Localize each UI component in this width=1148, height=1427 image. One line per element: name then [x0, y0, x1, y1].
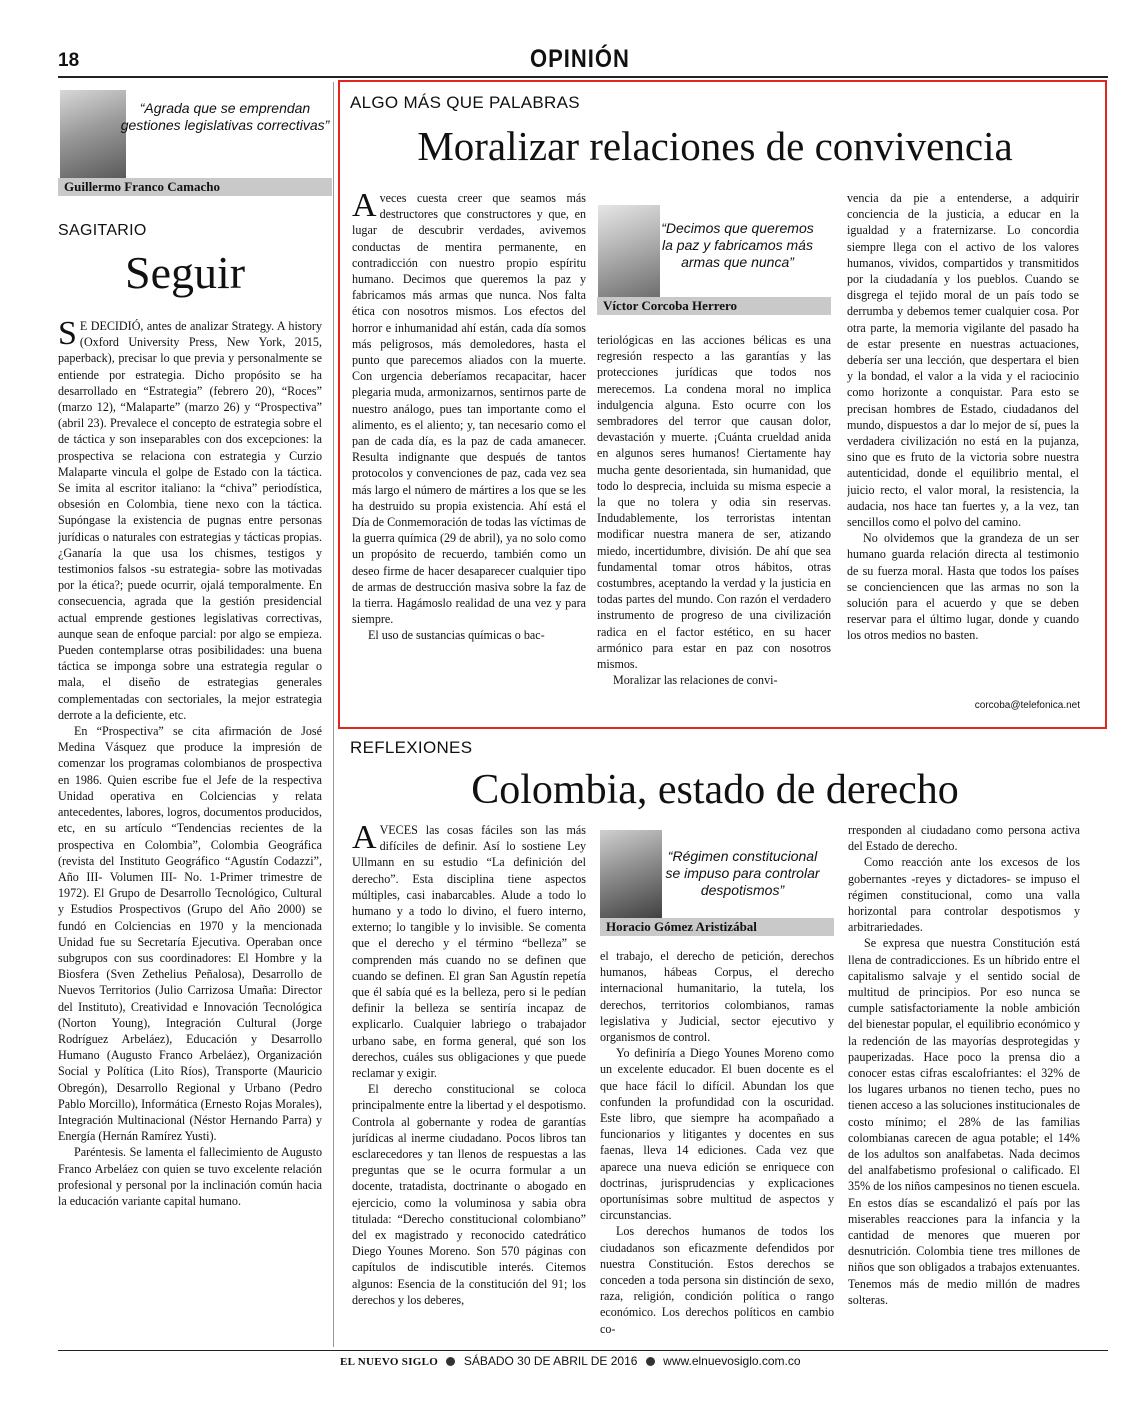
- paragraph: En “Prospectiva” se cita afirmación de José Medina Vásquez que produce la impresión de comenzar los programas colombianos de prospectiva en 1986. Quien escribe fue el Jefe de la respectiva Unidad operativa en Colciencias y relata antecedentes, labores, logros, documentos producidos, etc, en su artículo “Tendencias recientes de la prospectiva en Colombia”, Colombia Geográfica (revista del Instituto Geográfico “Agustín Codazzi”, Año III- Volumen III- No. 1-Primer trimestre de 1972). El Grupo de Desarrollo Tecnológico, Cultural y Estudios Prospectivos (Grupo del Año 2000) se fundó en Colciencias en 1970 y la mencionada Unidad fue su Secretaría Ejecutiva. Operaban once subgrupos con sus coordinadores: El Hombre y la Biosfera (Sven Zethelius Peñalosa), Desarrollo de Nuevos Territorios (Julio Carrizosa Umaña: Director del Instituto), Creatividad e Innovación Tecnológica (Norton Young), Integración Cultural (Jorge Rodríguez Arbeláez), Educación y Desarrollo Humano (Augusto Franco Arbeláez), Organización Social y Política (Lito Ríos), Transporte (Mauricio Obregón), Desarrollo Regional y Urbano (Pedro Pablo Morcillo), Informática (Ernesto Rojas Morales), Integración Multinacional (Néstor Hernando Parra) y Energía (Hernán Ramírez Yusti).: [58, 724, 322, 1144]
- headline-top: Moralizar relaciones de convivencia: [417, 123, 1013, 169]
- pull-quote-bottom: “Régimen constitucional se impuso para controlar despotismos”: [665, 848, 820, 898]
- author-photo-corcoba: [598, 205, 660, 297]
- paragraph: E DECIDIÓ, antes de analizar Strategy. A history (Oxford University Press, New York, 2015, paperback), precisar lo que previa y personalmente se entiende por estrategia. Dicho propósito se ha desarrollado en “Estrategia” (febrero 20), “Roces” (marzo 12), “Malaparte” (marzo 26) y “Prospectiva” (abril 23). Prevalece el concepto de estrategia sobre el de táctica y son inseparables con dos excepciones: la prospectiva se relaciona con estrategia y Curzio Malaparte vincula el golpe de Estado con la táctica. Se imita al escritor italiano: la “chiva” periodística, obsesión en Colombia, tiene nexo con la táctica. Supóngase la existencia de pugnas entre personas jurídicas o naturales con estrategias y tácticas propias. ¿Ganaría la que usa los chismes, testigos y testimonios falsos -su estrategia- sobre las motivadas por la ética?; puede ocurrir, ojalá temporalmente. En consecuencia, agrada que la gestión presidencial actual emprende gestiones legislativas correctivas, aunque sean de enfoque parcial: por algo se empieza. Pueden contemplarse otras posibilidades: una buena táctica se imponga sobre una estrategia regular o mala, el diseño de estrategias generales complementadas con sectoriales, la mejor estrategia derrote a la deficiente, etc.: [58, 319, 322, 722]
- footer-url: www.elnuevosiglo.com.co: [663, 1354, 801, 1368]
- author-name-bottom: Horacio Gómez Aristizábal: [600, 918, 834, 936]
- paragraph: Como reacción ante los excesos de los gobernantes -reyes y dictadores- se impuso el régimen constitucional, como una valla horizontal para controlar despotismos y arbitrariedades.: [848, 855, 1080, 935]
- paragraph: Moralizar las relaciones de convi-: [613, 673, 778, 688]
- footer-rule: [58, 1350, 1108, 1351]
- paragraph: El derecho constitucional se coloca principalmente entre la libertad y el despotismo. Controla al gobernante y rodea de garantías jurídicas al inerme ciudadano. Pocos libros tan esclarecedores y tan llenos de respuestas a las preguntas que se le ocurra formular a un docente, tratadista, doctrinante o abogado en ejercicio, como la voluminosa y sabia obra titulada: “Derecho constitucional colombiano” del ex magistrado y reconocido catedrático Diego Younes Moreno. Son 570 páginas con capítulos de indiscutible interés. Citemos algunos: Esencia de la constitución del 91; los derechos y los deberes,: [352, 1082, 586, 1307]
- headline-bottom: Colombia, estado de derecho: [471, 767, 959, 813]
- bullet-icon: [646, 1357, 655, 1366]
- footer: [340, 1353, 840, 1370]
- paragraph: Yo definiría a Diego Younes Moreno como un excelente educador. El buen docente es el que hace fácil lo difícil. Abundan los que confunden la profundidad con la oscuridad. Este libro, que siempre ha acompañado a funcionarios y litigantes y docentes en sus faenas, lleva 14 ediciones. Cada vez que aparece una nueva edición se enriquece con doctrinas, jurisprudencias y explicaciones oportunísimas sobre multitud de aspectos y circunstancias.: [600, 1046, 834, 1223]
- kicker-left: SAGITARIO: [58, 222, 147, 239]
- paragraph: teriológicas en las acciones bélicas es una regresión respecto a las garantías y las protecciones jurídicas que todos nos merecemos. La condena moral no implica indulgencia alguna. Esto ocurre con los sembradores del terror que causan dolor, devastación y muerte. ¡Cuánta crueldad anida en algunos seres humanos! Ciertamente hay mucha gente desorientada, sin humanidad, que todo lo desprecia, incluida su misma especie a la que no tolera y odia sin reservas. Indudablemente, los terroristas intentan modificar nuestra manera de ser, atizando miedo, incertidumbre, división. De ahí que sea fundamental tomar otros hábitos, otras costumbres, aceptando la verdad y la justicia en todas partes del mundo. Con razón el verdadero instrumento de progreso de una civilización radica en el factor estético, en su hacer armónico para estar en paz con nosotros mismos.: [597, 333, 831, 672]
- section-title: OPINIÓN: [530, 44, 630, 73]
- paragraph: Los derechos humanos de todos los ciudadanos son eficazmente defendidos por nuestra Constitución. Estos derechos se conceden a toda persona sin distinción de sexo, raza, religión, condición política o rango económico. Los derechos políticos en cambio co-: [600, 1224, 834, 1336]
- paragraph: vencia da pie a entenderse, a adquirir conciencia de la justicia, a educar en la igualdad y a fraternizarse. Lo concordia siempre llega con el activo de los valores humanos, vividos, compartidos y transmitidos por la ciudadanía y los pueblos. Cuando se disgrega el tejido moral de un país todo se derrumba y debemos temer cualquier cosa. Por otra parte, la memoria vigilante del pasado ha de estar presente en nuestras actuaciones, debería ser una lección, que despertara el bien y la bondad, el valor a la vida y el raciocinio como horizonte a conquistar. Para esto se precisan hombres de Estado, ciudadanos del mundo, dispuestos a dar lo mejor de sí, pues la verdadera civilización no está en la pujanza, sino que es fruto de la victoria sobre nuestra autenticidad, donde el equilibrio mental, el juicio recto, el valor moral, la resistencia, la audacia, nos hace tan fuertes y, a la vez, tan sencillos como el polvo del camino.: [847, 191, 1079, 530]
- paragraph: Se expresa que nuestra Constitución está llena de contradicciones. Es un híbrido entre el capitalismo salvaje y el sentido social de multitud de principios. Por eso nunca se cumple satisfactoriamente la noble ambición del bienestar popular, el equilibrio económico y la redención de las mayorías desprotegidas y pauperizadas. Hace poco la prensa dio a conocer estas cifras escalofriantes: el 32% de los lugares urbanos no tienen techo, pues no tienen acceso a las soluciones institucionales de costo mínimo; el 28% de las familias colombianas carecen de agua potable; el 14% de los adultos son analfabetas. Nada decimos del analfabetismo profesional o calificado. El 35% de los niños campesinos no tienen escuela. En estos días se escandalizó el país por las miserables reacciones para la infancia y la cantidad de menores que mueren por desnutrición. Colombia tiene tres millones de niños que son obligados a trabajos extenuantes. Tenemos más de medio millón de madres solteras.: [848, 936, 1080, 1307]
- article-top-col2: [597, 332, 831, 715]
- author-name-left: Guillermo Franco Camacho: [58, 178, 332, 196]
- column-divider: [333, 82, 334, 1347]
- bullet-icon: [446, 1357, 455, 1366]
- paragraph: Paréntesis. Se lamenta el fallecimiento de Augusto Franco Arbeláez con quien se tuvo excelente relación profesional y personal por la inclinación común hacia la educación variante capital humano.: [58, 1145, 322, 1208]
- paragraph: el trabajo, el derecho de petición, derechos humanos, hábeas Corpus, el derecho internacional humanitario, la tutela, los derechos, territorios colombianos, ramas legislativa y Judicial, sector ejecutivo y organismos de control.: [600, 949, 834, 1045]
- author-photo-gomez: [600, 830, 662, 920]
- dropcap-left: S: [58, 318, 77, 352]
- author-email: corcoba@telefonica.net: [974, 700, 1080, 711]
- paragraph: No olvidemos que la grandeza de un ser humano guarda relación directa al testimonio de su fuerza moral. Hasta que todos los países se concienciencen que las armas no son la solución para el acuerdo y que se deben reservar para el último lugar, donde y cuando los otros medios no basten.: [847, 531, 1079, 643]
- paragraph: veces cuesta creer que seamos más destructores que constructores y que, en lugar de descubrir verdades, avivemos conductas de mentira permanente, en contradicción con nuestro propio espíritu humano. Decimos que queremos la paz y fabricamos más armas que nunca. Nos falta ética con nosotros mismos. Los efectos del horror e inhumanidad ahí están, cada día somos más peligrosos, más demoledores, hasta el punto que parecemos aliados con la muerte. Con urgencia deberíamos recapacitar, hacer plegaria muda, armonizarnos, sentirnos parte de nuestro análogo, pues tan importante como el alimento, es el aliento; y, tan necesario como el pan de cada día, es la paz de cada amanecer. Resulta indignante que después de tantos protocolos y convenciones de paz, cada vez sea más largo el número de mártires a los que se les ha destruido su propia existencia. Ahí está el Día de Conmemoración de todas las víctimas de la guerra química (29 de abril), ya no solo como un propósito de recuerdo, también como un deseo firme de hacer desaparecer cualquier tipo de armas de destrucción masiva sobre la faz de la tierra. Hagámoslo realidad de una vez y para siempre.: [352, 191, 586, 627]
- kicker-bottom: REFLEXIONES: [350, 738, 473, 757]
- dropcap-bottom: A: [352, 822, 377, 856]
- article-left-body: [58, 318, 322, 1343]
- article-bottom-col1: [352, 822, 586, 1347]
- author-photo-franco: [60, 90, 126, 178]
- article-bottom-col2: [600, 948, 834, 1347]
- footer-logo: EL NUEVO SIGLO: [340, 1356, 439, 1368]
- pull-quote-top: “Decimos que queremos la paz y fabricamos más armas que nunca”: [661, 220, 814, 270]
- article-top-col3: [847, 190, 1079, 700]
- article-top-col1: [352, 190, 586, 714]
- page-number: 18: [58, 50, 80, 71]
- paragraph: El uso de sustancias químicas o bac-: [368, 628, 545, 643]
- kicker-top: ALGO MÁS QUE PALABRAS: [350, 93, 580, 112]
- header-rule: [58, 76, 1108, 78]
- headline-left: Seguir: [125, 247, 246, 298]
- author-name-top: Víctor Corcoba Herrero: [597, 297, 831, 315]
- paragraph: VECES las cosas fáciles son las más difíciles de definir. Así lo sostiene Ley Ullmann en su estudio “La definición del derecho”. Esta disciplina tiene aspectos múltiples, casi inabarcables. Alude a todo lo humano y a todo lo divino, el fuero interno, externo; lo tangible y lo invisible. Se comenta que el derecho y el término “belleza” se comprenden más cuando no se definen que cuando se definen. El gran San Agustín repetía que él sabía qué es la belleza, pero si le pedían definir la belleza se sentiría incapaz de explicarlo. Cualquier labriego o trabajador urbano sabe, en forma general, qué son los derechos, cuáles sus obligaciones y que puede reclamar y exigir.: [352, 823, 586, 1081]
- article-bottom-col3: [848, 822, 1080, 1347]
- footer-date: SÁBADO 30 DE ABRIL DE 2016: [463, 1354, 638, 1368]
- dropcap-top: A: [352, 190, 377, 224]
- pull-quote-left: “Agrada que se emprendan gestiones legislativas correctivas”: [120, 100, 330, 133]
- paragraph: rresponden al ciudadano como persona activa del Estado de derecho.: [848, 823, 1080, 854]
